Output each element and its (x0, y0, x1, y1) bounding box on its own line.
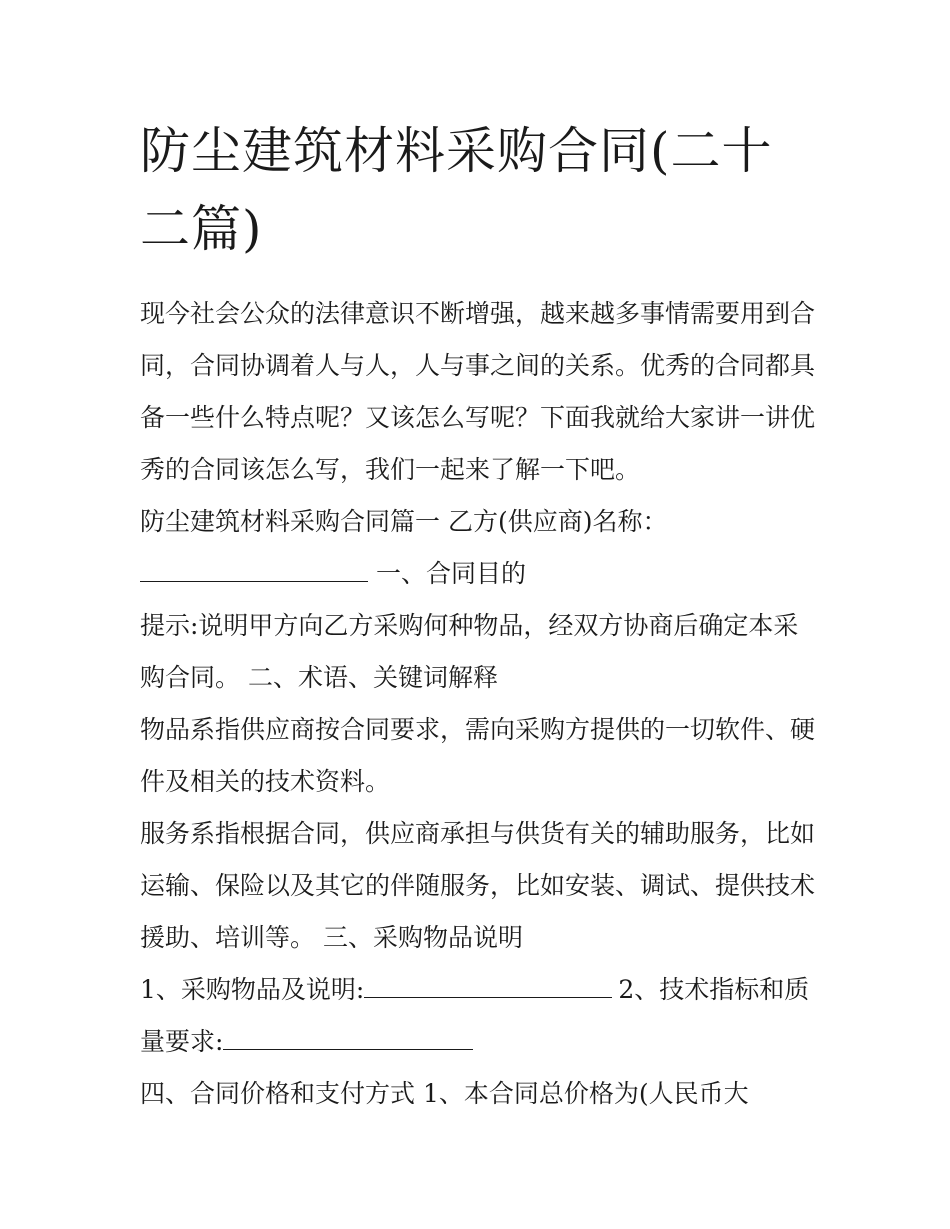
items-paragraph (140, 964, 820, 1068)
intro-paragraph: 现今社会公众的法律意识不断增强，越来越多事情需要用到合同，合同协调着人与人，人与事之间的关系。优秀的合同都具备一些什么特点呢？又该怎么写呢？下面我就给大家讲一讲优秀的合同该怎么写，我们一起来了解一下吧。 (140, 299, 816, 484)
item-1-blank (364, 969, 612, 998)
term-goods-paragraph: 物品系指供应商按合同要求，需向采购方提供的一切软件、硬件及相关的技术资料。 (140, 715, 816, 796)
clause-1-line (140, 548, 820, 600)
clause-1-paragraph: 提示:说明甲方向乙方采购何种物品，经双方协商后确定本采购合同。 二、术语、关键词解释 (140, 611, 799, 692)
clause-4-paragraph: 四、合同价格和支付方式 1、本合同总价格为(人民币大 (140, 1079, 749, 1108)
document-page (140, 112, 820, 1120)
item-1-label: 1、采购物品及说明: (140, 975, 365, 1004)
term-service-paragraph: 服务系指根据合同，供应商承担与供货有关的辅助服务，比如运输、保险以及其它的伴随服务，比如安装、调试、提供技术援助、培训等。 三、采购物品说明 (140, 819, 816, 952)
document-body (140, 288, 820, 1120)
supplier-name-blank (140, 553, 368, 582)
item-2-label: 2、技术指标和质量要求: (140, 975, 810, 1056)
clause-1-heading: 一、合同目的 (376, 559, 527, 588)
document-title: 防尘建筑材料采购合同(二十二篇) (140, 122, 773, 258)
item-2-blank (223, 1021, 473, 1050)
section-1-heading: 防尘建筑材料采购合同篇一 乙方(供应商)名称： (140, 507, 668, 536)
